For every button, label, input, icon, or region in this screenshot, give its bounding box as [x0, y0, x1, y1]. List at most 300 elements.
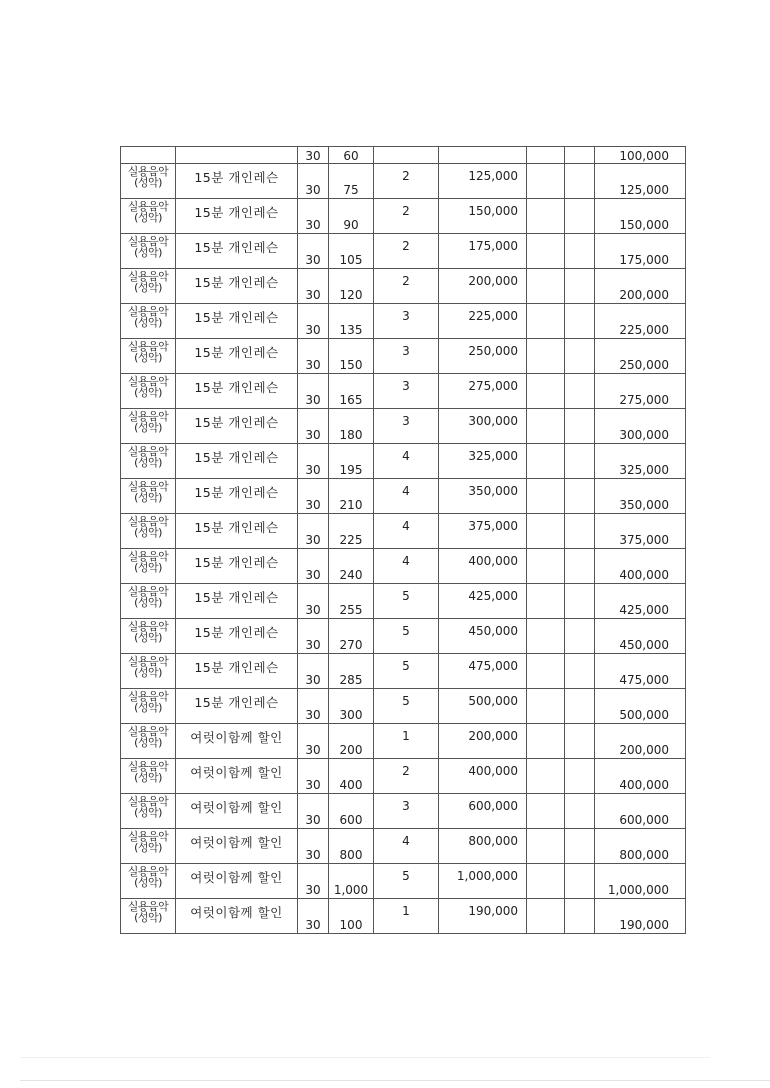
category-line1: 실용음악	[127, 865, 169, 878]
count-value: 270	[339, 638, 363, 652]
count-value: 240	[339, 568, 363, 582]
category-label	[121, 899, 175, 923]
blank-cell	[527, 374, 565, 409]
price-cell	[439, 234, 527, 269]
category-cell	[121, 619, 176, 654]
lesson-cell	[176, 864, 298, 899]
price-cell	[439, 409, 527, 444]
category-cell	[121, 269, 176, 304]
category-label	[121, 409, 175, 433]
category-line1: 실용음악	[127, 165, 169, 178]
blank-cell	[527, 794, 565, 829]
category-line1: 실용음악	[127, 375, 169, 388]
category-line2: (성악)	[134, 281, 162, 294]
blank-cell	[565, 269, 595, 304]
lesson-name: 15분 개인레슨	[194, 345, 279, 360]
lesson-cell	[176, 234, 298, 269]
blank-cell	[527, 549, 565, 584]
count-value: 120	[339, 288, 363, 302]
count-value: 90	[343, 218, 359, 232]
category-line2: (성악)	[134, 631, 162, 644]
total-cell	[595, 199, 686, 234]
blank-cell	[565, 654, 595, 689]
category-cell	[121, 514, 176, 549]
table-row	[121, 479, 686, 514]
price-cell	[439, 374, 527, 409]
session-minutes-value: 30	[305, 463, 321, 477]
blank-cell	[565, 829, 595, 864]
session-minutes-value: 30	[305, 218, 321, 232]
blank-cell	[527, 829, 565, 864]
blank-cell	[565, 689, 595, 724]
category-label	[121, 864, 175, 888]
count-cell	[329, 479, 374, 514]
session-minutes-cell	[298, 689, 329, 724]
session-minutes-cell	[298, 199, 329, 234]
session-minutes-cell	[298, 374, 329, 409]
category-label	[121, 514, 175, 538]
tier-value: 4	[402, 484, 410, 498]
lesson-name: 15분 개인레슨	[194, 415, 279, 430]
price-cell	[439, 479, 527, 514]
total-cell	[595, 164, 686, 199]
total-cell	[595, 269, 686, 304]
price-cell	[439, 689, 527, 724]
count-value: 255	[339, 603, 363, 617]
count-cell	[329, 444, 374, 479]
count-cell	[329, 304, 374, 339]
price-cell	[439, 899, 527, 934]
category-line1: 실용음악	[127, 690, 169, 703]
tier-value: 3	[402, 379, 410, 393]
category-line2: (성악)	[134, 841, 162, 854]
category-line1: 실용음악	[127, 795, 169, 808]
category-line2: (성악)	[134, 771, 162, 784]
price-value: 300,000	[468, 414, 518, 428]
tier-cell	[374, 269, 439, 304]
session-minutes-cell	[298, 514, 329, 549]
blank-cell	[527, 339, 565, 374]
session-minutes-cell	[298, 304, 329, 339]
session-minutes-cell	[298, 899, 329, 934]
blank-cell	[565, 479, 595, 514]
count-value: 210	[339, 498, 363, 512]
lesson-name: 15분 개인레슨	[194, 205, 279, 220]
tier-cell	[374, 654, 439, 689]
session-minutes-cell	[298, 479, 329, 514]
category-label	[121, 164, 175, 188]
price-value: 325,000	[468, 449, 518, 463]
blank-cell	[565, 864, 595, 899]
category-line2: (성악)	[134, 701, 162, 714]
category-line2: (성악)	[134, 351, 162, 364]
count-cell	[329, 724, 374, 759]
table-row	[121, 444, 686, 479]
total-cell	[595, 234, 686, 269]
price-cell	[439, 759, 527, 794]
category-label	[121, 584, 175, 608]
table-row	[121, 409, 686, 444]
price-cell	[439, 584, 527, 619]
total-cell	[595, 304, 686, 339]
count-value: 75	[343, 183, 359, 197]
tier-cell	[374, 374, 439, 409]
category-cell	[121, 479, 176, 514]
session-minutes-cell	[298, 549, 329, 584]
blank-cell	[527, 759, 565, 794]
total-value: 400,000	[619, 568, 669, 582]
lesson-name: 여럿이함께 할인	[190, 800, 283, 815]
count-value: 165	[339, 393, 363, 407]
total-cell	[595, 689, 686, 724]
blank-cell	[527, 724, 565, 759]
category-line1: 실용음악	[127, 655, 169, 668]
count-cell	[329, 339, 374, 374]
category-line2: (성악)	[134, 176, 162, 189]
total-value: 190,000	[619, 918, 669, 932]
count-value: 400	[339, 778, 363, 792]
total-value: 350,000	[619, 498, 669, 512]
tier-cell	[374, 619, 439, 654]
count-cell	[329, 619, 374, 654]
total-value: 325,000	[619, 463, 669, 477]
category-label	[121, 654, 175, 678]
category-line2: (성악)	[134, 386, 162, 399]
category-cell	[121, 339, 176, 374]
session-minutes-value: 30	[305, 358, 321, 372]
tier-cell	[374, 444, 439, 479]
blank-cell	[565, 409, 595, 444]
count-cell	[329, 794, 374, 829]
price-value: 150,000	[468, 204, 518, 218]
session-minutes-cell	[298, 794, 329, 829]
lesson-cell	[176, 374, 298, 409]
tier-value: 1	[402, 729, 410, 743]
category-label	[121, 829, 175, 853]
category-label	[121, 269, 175, 293]
price-value: 800,000	[468, 834, 518, 848]
blank-cell	[527, 584, 565, 619]
table-row	[121, 689, 686, 724]
table-row	[121, 514, 686, 549]
price-value: 125,000	[468, 169, 518, 183]
session-minutes-value: 30	[305, 428, 321, 442]
tier-value: 5	[402, 624, 410, 638]
blank-cell	[565, 304, 595, 339]
blank-cell	[527, 899, 565, 934]
category-label	[121, 479, 175, 503]
count-value: 195	[339, 463, 363, 477]
total-value: 500,000	[619, 708, 669, 722]
lesson-cell	[176, 269, 298, 304]
total-cell	[595, 374, 686, 409]
category-line1: 실용음악	[127, 480, 169, 493]
count-cell	[329, 164, 374, 199]
price-cell	[439, 164, 527, 199]
price-cell	[439, 444, 527, 479]
table-row	[121, 864, 686, 899]
session-minutes-value: 30	[305, 393, 321, 407]
total-value: 200,000	[619, 288, 669, 302]
total-value: 300,000	[619, 428, 669, 442]
tier-cell	[374, 339, 439, 374]
total-cell	[595, 829, 686, 864]
lesson-name: 15분 개인레슨	[194, 240, 279, 255]
count-value: 200	[339, 743, 363, 757]
count-cell	[329, 689, 374, 724]
price-value: 400,000	[468, 764, 518, 778]
category-cell	[121, 759, 176, 794]
table-row	[121, 339, 686, 374]
total-cell	[595, 409, 686, 444]
category-line1: 실용음악	[127, 305, 169, 318]
category-line1: 실용음악	[127, 760, 169, 773]
category-label	[121, 689, 175, 713]
blank-cell	[527, 304, 565, 339]
price-value: 200,000	[468, 274, 518, 288]
lesson-name: 15분 개인레슨	[194, 380, 279, 395]
page-rule	[20, 1057, 710, 1058]
blank-cell	[565, 514, 595, 549]
total-cell	[595, 444, 686, 479]
category-line2: (성악)	[134, 526, 162, 539]
category-label	[121, 339, 175, 363]
lesson-cell	[176, 444, 298, 479]
lesson-name: 15분 개인레슨	[194, 520, 279, 535]
category-label	[121, 444, 175, 468]
category-line2: (성악)	[134, 316, 162, 329]
tier-cell	[374, 689, 439, 724]
session-minutes-cell	[298, 584, 329, 619]
blank-cell	[527, 479, 565, 514]
lesson-name: 15분 개인레슨	[194, 485, 279, 500]
total-value: 150,000	[619, 218, 669, 232]
category-cell	[121, 147, 176, 164]
blank-cell	[527, 689, 565, 724]
category-line2: (성악)	[134, 596, 162, 609]
tier-value: 2	[402, 239, 410, 253]
price-cell	[439, 829, 527, 864]
price-cell	[439, 147, 527, 164]
lesson-cell	[176, 304, 298, 339]
table-row	[121, 619, 686, 654]
session-minutes-value: 30	[305, 253, 321, 267]
category-cell	[121, 199, 176, 234]
session-minutes-cell	[298, 724, 329, 759]
count-value: 1,000	[333, 883, 369, 897]
category-line2: (성악)	[134, 211, 162, 224]
category-cell	[121, 829, 176, 864]
session-minutes-value: 30	[305, 638, 321, 652]
session-minutes-value: 30	[305, 848, 321, 862]
total-value: 600,000	[619, 813, 669, 827]
table-row	[121, 584, 686, 619]
category-line1: 실용음악	[127, 585, 169, 598]
session-minutes-value: 30	[305, 918, 321, 932]
blank-cell	[527, 619, 565, 654]
tier-cell	[374, 864, 439, 899]
total-cell	[595, 339, 686, 374]
count-value: 100	[339, 918, 363, 932]
category-line2: (성악)	[134, 456, 162, 469]
total-cell	[595, 724, 686, 759]
lesson-name: 여럿이함께 할인	[190, 730, 283, 745]
blank-cell	[527, 864, 565, 899]
tier-cell	[374, 409, 439, 444]
session-minutes-value: 30	[305, 673, 321, 687]
category-line1: 실용음악	[127, 410, 169, 423]
session-minutes-value: 30	[305, 323, 321, 337]
category-line1: 실용음악	[127, 725, 169, 738]
total-value: 400,000	[619, 778, 669, 792]
tier-value: 2	[402, 169, 410, 183]
session-minutes-value: 30	[305, 743, 321, 757]
lesson-cell	[176, 549, 298, 584]
table-row	[121, 654, 686, 689]
total-cell	[595, 794, 686, 829]
blank-cell	[565, 759, 595, 794]
count-cell	[329, 759, 374, 794]
table-row	[121, 794, 686, 829]
table-row	[121, 269, 686, 304]
total-value: 1,000,000	[607, 883, 669, 897]
count-value: 135	[339, 323, 363, 337]
tier-cell	[374, 164, 439, 199]
lesson-cell	[176, 654, 298, 689]
lesson-cell	[176, 147, 298, 164]
total-cell	[595, 479, 686, 514]
blank-cell	[565, 724, 595, 759]
count-cell	[329, 374, 374, 409]
lesson-cell	[176, 514, 298, 549]
count-cell	[329, 199, 374, 234]
category-cell	[121, 689, 176, 724]
session-minutes-cell	[298, 147, 329, 164]
price-value: 400,000	[468, 554, 518, 568]
category-line1: 실용음악	[127, 200, 169, 213]
table-row	[121, 234, 686, 269]
price-cell	[439, 654, 527, 689]
total-cell	[595, 619, 686, 654]
lesson-cell	[176, 724, 298, 759]
category-line1: 실용음악	[127, 270, 169, 283]
category-cell	[121, 164, 176, 199]
price-value: 175,000	[468, 239, 518, 253]
category-label	[121, 549, 175, 573]
price-value: 425,000	[468, 589, 518, 603]
session-minutes-cell	[298, 409, 329, 444]
lesson-cell	[176, 164, 298, 199]
table-row	[121, 829, 686, 864]
tier-cell	[374, 199, 439, 234]
category-cell	[121, 724, 176, 759]
table-row	[121, 147, 686, 164]
table-row	[121, 549, 686, 584]
count-value: 800	[339, 848, 363, 862]
count-cell	[329, 234, 374, 269]
price-cell	[439, 269, 527, 304]
lesson-name: 여럿이함께 할인	[190, 835, 283, 850]
category-line2: (성악)	[134, 561, 162, 574]
category-cell	[121, 794, 176, 829]
table-row	[121, 724, 686, 759]
price-value: 375,000	[468, 519, 518, 533]
table-row	[121, 304, 686, 339]
count-value: 285	[339, 673, 363, 687]
price-cell	[439, 514, 527, 549]
tier-value: 2	[402, 204, 410, 218]
lesson-name: 15분 개인레슨	[194, 695, 279, 710]
price-value: 190,000	[468, 904, 518, 918]
blank-cell	[565, 374, 595, 409]
lesson-name: 여럿이함께 할인	[190, 870, 283, 885]
tier-value: 4	[402, 519, 410, 533]
tier-cell	[374, 584, 439, 619]
tier-value: 4	[402, 449, 410, 463]
category-line1: 실용음악	[127, 550, 169, 563]
category-label	[121, 304, 175, 328]
tier-value: 5	[402, 694, 410, 708]
category-cell	[121, 899, 176, 934]
session-minutes-cell	[298, 864, 329, 899]
tier-cell	[374, 234, 439, 269]
total-value: 125,000	[619, 183, 669, 197]
price-cell	[439, 549, 527, 584]
table-body	[121, 147, 686, 934]
total-cell	[595, 514, 686, 549]
session-minutes-value: 30	[305, 533, 321, 547]
lesson-cell	[176, 759, 298, 794]
category-line2: (성악)	[134, 666, 162, 679]
lesson-name: 15분 개인레슨	[194, 625, 279, 640]
tier-value: 3	[402, 344, 410, 358]
table-row	[121, 759, 686, 794]
session-minutes-value: 30	[305, 603, 321, 617]
session-minutes-cell	[298, 269, 329, 304]
lesson-cell	[176, 899, 298, 934]
category-line1: 실용음악	[127, 235, 169, 248]
price-value: 475,000	[468, 659, 518, 673]
table-row	[121, 899, 686, 934]
count-value: 105	[339, 253, 363, 267]
category-line2: (성악)	[134, 246, 162, 259]
blank-cell	[565, 164, 595, 199]
category-label	[121, 234, 175, 258]
tier-value: 2	[402, 764, 410, 778]
tier-cell	[374, 724, 439, 759]
blank-cell	[527, 269, 565, 304]
lesson-cell	[176, 794, 298, 829]
price-value: 450,000	[468, 624, 518, 638]
lesson-name: 15분 개인레슨	[194, 660, 279, 675]
session-minutes-cell	[298, 829, 329, 864]
tier-cell	[374, 829, 439, 864]
blank-cell	[565, 899, 595, 934]
category-line1: 실용음악	[127, 515, 169, 528]
lesson-cell	[176, 339, 298, 374]
category-cell	[121, 549, 176, 584]
lesson-cell	[176, 619, 298, 654]
category-line1: 실용음악	[127, 340, 169, 353]
tier-cell	[374, 147, 439, 164]
tier-cell	[374, 794, 439, 829]
price-cell	[439, 304, 527, 339]
total-value: 475,000	[619, 673, 669, 687]
blank-cell	[527, 234, 565, 269]
tier-cell	[374, 899, 439, 934]
category-line2: (성악)	[134, 806, 162, 819]
session-minutes-cell	[298, 444, 329, 479]
